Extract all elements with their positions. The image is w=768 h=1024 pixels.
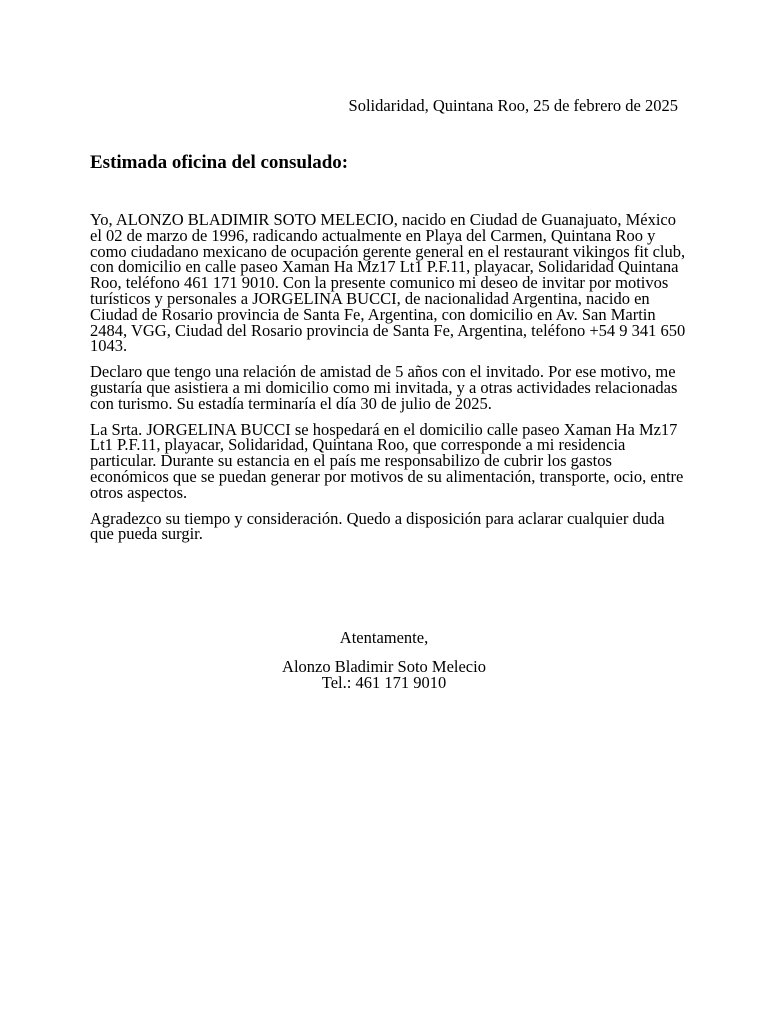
signature-phone: Tel.: 461 171 9010 xyxy=(321,673,447,692)
closing-greeting: Atentamente, xyxy=(339,628,429,647)
letter-body xyxy=(90,212,686,552)
closing-block xyxy=(90,630,678,691)
date-line: Solidaridad, Quintana Roo, 25 de febrero de 2025 xyxy=(348,96,678,115)
body-paragraph-thanks: Agradezco su tiempo y consideración. Quedo a disposición para aclarar cualquier duda que pueda surgir. xyxy=(90,508,665,544)
body-paragraph-intro: Yo, ALONZO BLADIMIR SOTO MELECIO, nacido en Ciudad de Guanajuato, México el 02 de marzo de 1996, radicando actualmente en Playa del Carmen, Quintana Roo y como ciudadano mexicano de ocupación gerente general en el restaurant vikingos fit club, con domicilio en calle paseo Xaman Ha Mz17 Lt1 P.F.11, playacar, Solidaridad Quintana Roo, teléfono 461 171 9010. Con la presente comunico mi deseo de invitar por motivos turísticos y personales a JORGELINA BUCCI, de nacionalidad Argentina, nacido en Ciudad de Rosario provincia de Santa Fe, Argentina, con domicilio en Av. San Martin 2484, VGG, Ciudad del Rosario provincia de Santa Fe, Argentina, teléfono +54 9 341 650 1043. xyxy=(90,210,686,356)
body-paragraph-lodging: La Srta. JORGELINA BUCCI se hospedará en el domicilio calle paseo Xaman Ha Mz17 Lt1 P.F.11, playacar, Solidaridad, Quintana Roo, que corresponde a mi residencia particular. Durante su estancia en el país me responsabilizo de cubrir los gastos económicos que se puedan generar por motivos de su alimentación, transporte, ocio, entre otros aspectos. xyxy=(90,419,684,502)
salutation-heading: Estimada oficina del consulado: xyxy=(90,152,349,173)
body-paragraph-relationship: Declaro que tengo una relación de amistad de 5 años con el invitado. Por ese motivo, me gustaría que asistiera a mi domicilio como mi invitada, y a otras actividades relacionadas con turismo. Su estadía terminaría el día 30 de julio de 2025. xyxy=(90,362,678,413)
signature-name: Alonzo Bladimir Soto Melecio xyxy=(282,657,486,676)
